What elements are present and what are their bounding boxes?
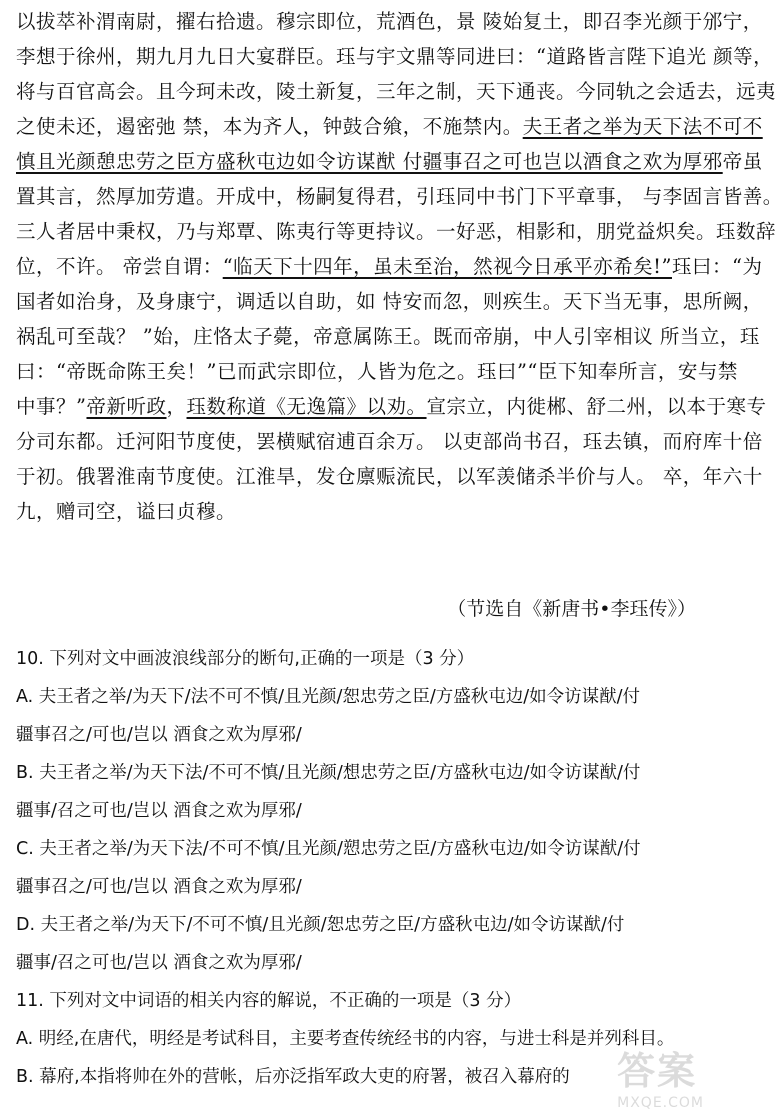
passage-text: 将与百官高会。且今珂未改，陵土新复，三年之制，天下通丧。今同轨之会适去，远夷 bbox=[16, 80, 777, 103]
passage-text: 以拔萃补渭南尉，擢右拾遗。穆宗即位，荒酒色，景 陵始复土，即召李光颜于邠宁， bbox=[16, 10, 763, 33]
passage-line bbox=[16, 354, 738, 389]
questions bbox=[16, 640, 700, 1096]
question-line: B. 夫王者之举/为天下法/不可不慎/且光颜/想忠劳之臣/方盛秋屯边/如令访谋猷/付 bbox=[16, 763, 641, 783]
passage-text: 中事？” bbox=[16, 395, 87, 418]
passage-text: 之使未还，遏密弛 禁，本为齐人，钟鼓合飨，不施禁内。 bbox=[16, 115, 523, 138]
passage-line bbox=[16, 284, 763, 319]
watermark-subtext: MXQE.COM bbox=[617, 1095, 704, 1111]
passage-text: 曰：“帝既命陈王矣！”已而武宗即位，人皆为危之。珏曰”“臣下知奉所言，安与禁 bbox=[16, 360, 738, 383]
question-line: B. 幕府,本指将帅在外的营帐，后亦泛指军政大吏的府署，被召入幕府的 bbox=[16, 1067, 570, 1087]
passage-text: 九，赠司空，谥曰贞穆。 bbox=[16, 500, 237, 523]
question-line: C. 夫王者之举/为天下法/不可不慎/且光颜/愬忠劳之臣/方盛秋屯边/如令访谋猷/付 bbox=[16, 839, 641, 859]
passage-text: 国者如治身，及身康宁，调适以自助，如 恃安而忽，则疾生。天下当无事，思所阙， bbox=[16, 290, 763, 313]
question-line: D. 夫王者之举/为天下/不可不慎/且光颜/恕忠劳之臣/方盛秋屯边/如令访谋猷/付 bbox=[16, 915, 625, 935]
passage-text: 分司东都。迁河阳节度使，罢横赋宿逋百余万。 以吏部尚书召，珏去镇，而府库十倍 bbox=[16, 430, 763, 453]
watermark-logo bbox=[617, 1040, 704, 1111]
passage-text: 李想于徐州，期九月九日大宴群臣。珏与宇文鼎等同进曰：“道路皆言陛下追光 颜等， bbox=[16, 45, 774, 68]
passage-line bbox=[16, 4, 763, 39]
question-line: 疆事/召之可也/岂以 酒食之欢为厚邪/ bbox=[16, 953, 302, 973]
question-line: 11. 下列对文中词语的相关内容的解说，不正确的一项是（3 分） bbox=[16, 991, 522, 1011]
passage-line bbox=[16, 424, 763, 459]
underlined-text: “临天下十四年，虽未至治，然视今日承平亦希矣!” bbox=[222, 255, 672, 278]
passage-line bbox=[16, 74, 777, 109]
passage-text: 置其言，然厚加劳遣。开成中，杨嗣复得君，引珏同中书门下平章事， 与李固言皆善。 bbox=[16, 185, 783, 208]
passage-line bbox=[16, 389, 767, 424]
question-line: 疆事召之/可也/岂以 酒食之欢为厚邪/ bbox=[16, 877, 302, 897]
passage-line bbox=[16, 249, 763, 284]
passage-text: 珏曰：“为 bbox=[671, 255, 763, 278]
passage-line bbox=[16, 144, 763, 179]
question-line: A. 明经,在唐代，明经是考试科目，主要考查传统经书的内容，与进士科是并列科目。 bbox=[16, 1029, 675, 1049]
passage-text: 祸乱可至哉？ ”始，庄恪太子薨，帝意属陈王。既而帝崩，中人引宰相议 所当立，珏 bbox=[16, 325, 760, 348]
passage-text: 位，不许。 帝尝自谓： bbox=[16, 255, 223, 278]
question-line: 疆事召之/可也/岂以 酒食之欢为厚邪/ bbox=[16, 725, 302, 745]
passage-line bbox=[16, 319, 760, 354]
question-line: 疆事/召之可也/岂以 酒食之欢为厚邪/ bbox=[16, 801, 302, 821]
question-line: 10. 下列对文中画波浪线部分的断句,正确的一项是（3 分） bbox=[16, 649, 475, 669]
passage-text: 三人者居中秉权，乃与郑覃、陈夷行等更持议。一好恶，相影和，朋党益炽矣。珏数辞 bbox=[16, 220, 777, 243]
passage-text: 于初。俄署淮南节度使。江淮旱，发仓廪赈流民，以军羡储杀半价与人。 卒，年六十 bbox=[16, 465, 763, 488]
underlined-text: 珏数称道《无逸篇》以劝。 bbox=[186, 395, 427, 418]
passage-line bbox=[16, 494, 696, 529]
passage-text: 宣宗立，内徙郴、舒二州，以本于寒专 bbox=[426, 395, 767, 418]
passage-line bbox=[16, 39, 774, 74]
passage-text: ， bbox=[166, 395, 187, 418]
passage-line bbox=[16, 109, 763, 144]
passage-line bbox=[16, 214, 777, 249]
underlined-text: 慎且光颜憩忠劳之臣方盛秋屯边如令访谋猷 付疆事召之可也岂以酒食之欢为厚邪 bbox=[16, 150, 723, 173]
passage-text: 帝虽 bbox=[722, 150, 763, 173]
question-line: A. 夫王者之举/为天下/法不可不慎/且光颜/恕忠劳之臣/方盛秋屯边/如令访谋猷/付 bbox=[16, 687, 641, 707]
passage-line bbox=[16, 459, 763, 494]
passage-source: （节选自《新唐书•李珏传》） bbox=[447, 598, 696, 620]
underlined-text: 夫王者之举为天下法不可不 bbox=[522, 115, 763, 138]
underlined-text: 帝新听政 bbox=[86, 395, 167, 418]
passage-line bbox=[16, 179, 783, 214]
watermark-text: 答案 bbox=[617, 1049, 698, 1093]
passage bbox=[16, 4, 783, 529]
